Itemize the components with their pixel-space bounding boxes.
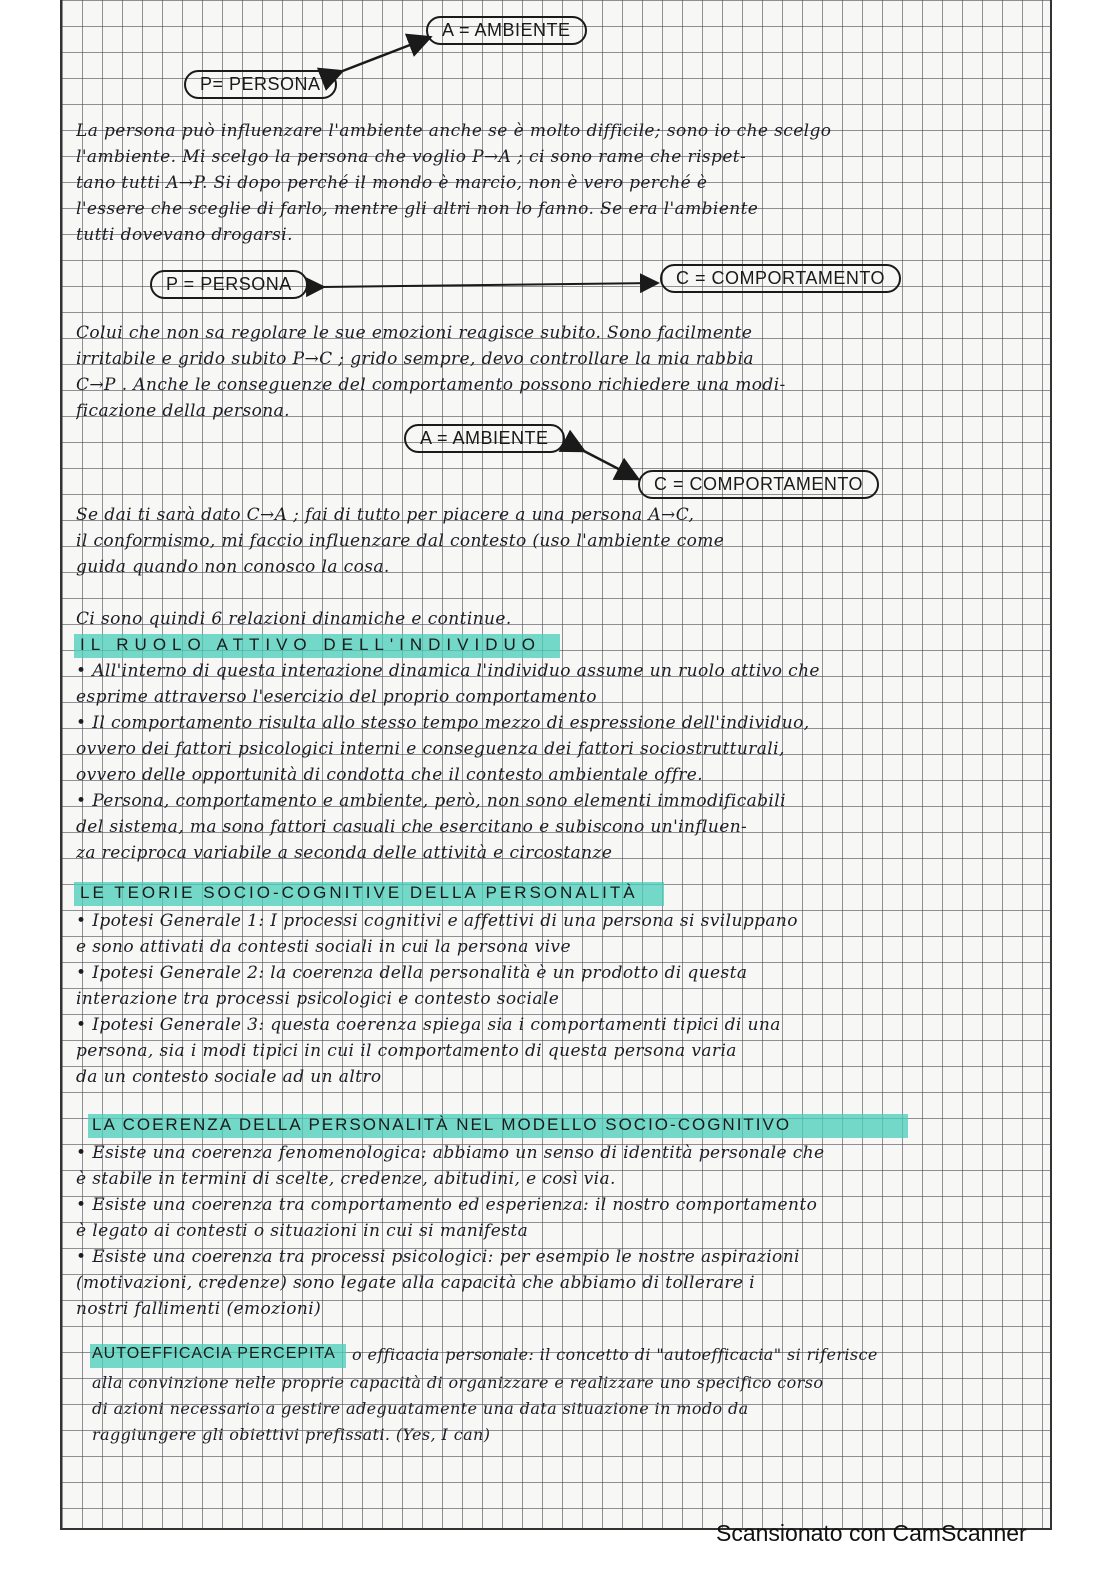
text-line: Colui che non sa regolare le sue emozioni reagisce subito. Sono facilmente — [76, 323, 753, 343]
text-line: guida quando non conosco la cosa. — [76, 557, 390, 577]
list-item: del sistema, ma sono fattori casuali che esercitano e subiscono un'influen- — [76, 817, 748, 837]
text-line: di azioni necessario a gestire adeguatamente una data situazione in modo da — [92, 1399, 749, 1418]
list-item: e sono attivati da contesti sociali in cui la persona vive — [76, 937, 571, 957]
text-line: l'ambiente. Mi scelgo la persona che voglio P→A ; ci sono rame che rispet- — [76, 147, 747, 167]
list-item: • Esiste una coerenza tra processi psicologici: per esempio le nostre aspirazioni — [76, 1247, 800, 1267]
section-heading-coerenza: LA COERENZA DELLA PERSONALITÀ NEL MODELLO SOCIO-COGNITIVO — [92, 1115, 792, 1134]
list-item: è legato ai contesti o situazioni in cui si manifesta — [76, 1221, 529, 1241]
section-heading-teorie: LE TEORIE SOCIO-COGNITIVE DELLA PERSONALITÀ — [80, 883, 638, 902]
list-item: • All'interno di questa interazione dinamica l'individuo assume un ruolo attivo che — [76, 661, 820, 681]
list-item: da un contesto sociale ad un altro — [76, 1067, 382, 1087]
list-item: • Esiste una coerenza fenomenologica: abbiamo un senso di identità personale che — [76, 1143, 825, 1163]
list-item: • Ipotesi Generale 2: la coerenza della personalità è un prodotto di questa — [76, 963, 748, 983]
text-line: alla convinzione nelle proprie capacità di organizzare e realizzare uno specifico corso — [92, 1373, 824, 1392]
list-item: • Ipotesi Generale 1: I processi cognitivi e affettivi di una persona si sviluppano — [76, 911, 798, 931]
text-line: il conformismo, mi faccio influenzare dal contesto (uso l'ambiente come — [76, 531, 725, 551]
text-line: ficazione della persona. — [76, 401, 290, 421]
list-item: nostri fallimenti (emozioni) — [76, 1299, 322, 1319]
list-item: ovvero delle opportunità di condotta che il contesto ambientale offre. — [76, 765, 704, 785]
node-comportamento: C = COMPORTAMENTO — [638, 470, 879, 499]
list-item: persona, sia i modi tipici in cui il comportamento di questa persona varia — [76, 1041, 737, 1061]
autoefficacia-definition-start: o efficacia personale: il concetto di "autoefficacia" si riferisce — [352, 1345, 878, 1364]
list-item: esprime attraverso l'esercizio del proprio comportamento — [76, 687, 597, 707]
list-item: • Ipotesi Generale 3: questa coerenza spiega sia i comportamenti tipici di una — [76, 1015, 781, 1035]
text-line: C→P . Anche le conseguenze del comportamento possono richiedere una modi- — [76, 375, 786, 395]
node-ambiente: A = AMBIENTE — [426, 16, 587, 45]
list-item: za reciproca variabile a seconda delle attività e circostanze — [76, 843, 613, 863]
list-item: (motivazioni, credenze) sono legate alla capacità che abbiamo di tollerare i — [76, 1273, 755, 1293]
section-heading-autoefficacia: AUTOEFFICACIA PERCEPITA — [92, 1345, 336, 1362]
text-line: raggiungere gli obiettivi prefissati. (Yes, I can) — [92, 1425, 491, 1444]
text-line: irritabile e grido subito P→C ; grido sempre, devo controllare la mia rabbia — [76, 349, 754, 369]
section-heading-ruolo-attivo: IL RUOLO ATTIVO DELL'INDIVIDUO — [80, 635, 541, 654]
node-persona: P= PERSONA — [184, 70, 337, 99]
text-line: tutti dovevano drogarsi. — [76, 225, 293, 245]
text-line: Se dai ti sarà dato C→A ; fai di tutto per piacere a una persona A→C, — [76, 505, 695, 525]
list-item: • Il comportamento risulta allo stesso tempo mezzo di espressione dell'individuo, — [76, 713, 810, 733]
scanner-watermark: Scansionato con CamScanner — [716, 1520, 1027, 1546]
node-persona: P = PERSONA — [150, 270, 308, 299]
node-ambiente: A = AMBIENTE — [404, 424, 565, 453]
node-comportamento: C = COMPORTAMENTO — [660, 264, 901, 293]
list-item: • Esiste una coerenza tra comportamento ed esperienza: il nostro comportamento — [76, 1195, 818, 1215]
list-item: • Persona, comportamento e ambiente, però, non sono elementi immodificabili — [76, 791, 786, 811]
text-line: tano tutti A→P. Si dopo perché il mondo è marcio, non è vero perché è — [76, 173, 708, 193]
text-line: l'essere che sceglie di farlo, mentre gli altri non lo fanno. Se era l'ambiente — [76, 199, 759, 219]
list-item: interazione tra processi psicologici e contesto sociale — [76, 989, 560, 1009]
list-item: è stabile in termini di scelte, credenze, abitudini, e così via. — [76, 1169, 616, 1189]
list-item: ovvero dei fattori psicologici interni e conseguenza dei fattori sociostrutturali, — [76, 739, 785, 759]
text-line: Ci sono quindi 6 relazioni dinamiche e continue. — [76, 609, 512, 629]
text-line: La persona può influenzare l'ambiente anche se è molto difficile; sono io che scelgo — [76, 121, 832, 141]
